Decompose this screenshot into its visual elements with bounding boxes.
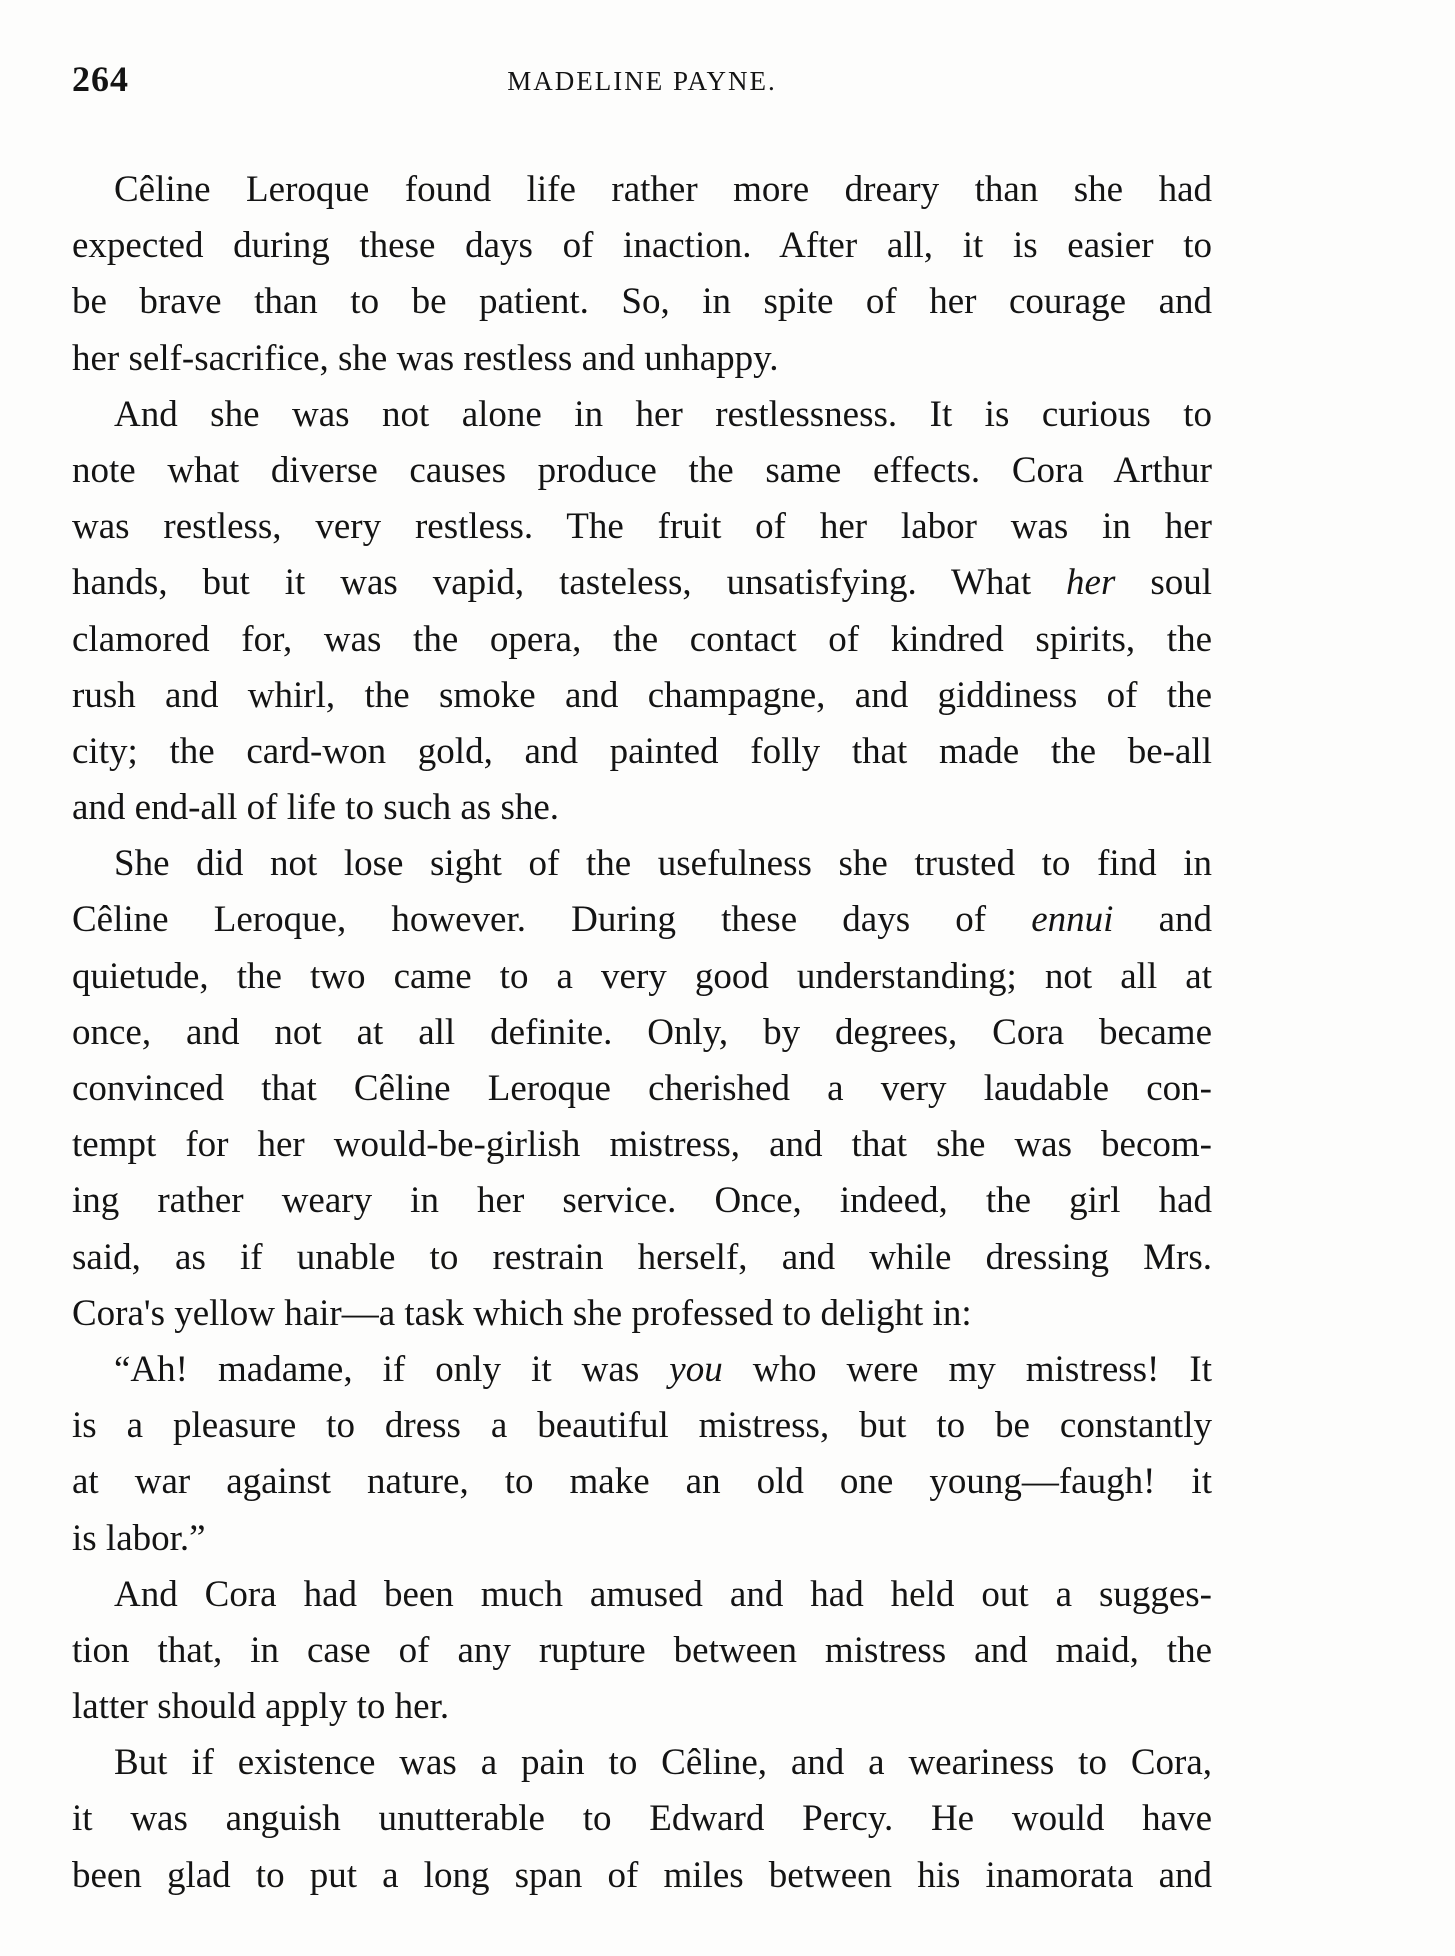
text-line: clamored for, was the opera, the contact of kindred spirits, the bbox=[72, 618, 1212, 660]
text-line: and end-all of life to such as she. bbox=[72, 787, 560, 829]
text-line: quietude, the two came to a very good understanding; not all at bbox=[72, 955, 1212, 997]
italic-word: her bbox=[1066, 562, 1116, 604]
text-line: Cêline Leroque found life rather more dreary than she had bbox=[114, 169, 1212, 210]
text-line: note what diverse causes produce the same effects. Cora Arthur bbox=[72, 449, 1212, 491]
text-line: expected during these days of inaction. After all, it is easier to bbox=[72, 225, 1212, 267]
paragraph bbox=[72, 1735, 1212, 1904]
paragraph bbox=[72, 1567, 1212, 1736]
text-line: But if existence was a pain to Cêline, and a weariness to Cora, bbox=[114, 1742, 1212, 1784]
page-number: 264 bbox=[72, 59, 129, 99]
text-line: at war against nature, to make an old one young—faugh! it bbox=[72, 1461, 1212, 1503]
text-line: She did not lose sight of the usefulness she trusted to find in bbox=[114, 843, 1212, 885]
text-line: is labor.” bbox=[72, 1517, 206, 1559]
italic-word: you bbox=[669, 1348, 723, 1390]
text-line: And she was not alone in her restlessness. It is curious to bbox=[114, 393, 1212, 435]
text-segment: soul bbox=[1150, 562, 1212, 604]
text-line: tempt for her would-be-girlish mistress, and that she was becom- bbox=[72, 1124, 1212, 1166]
text-line bbox=[72, 555, 1212, 611]
text-line: her self-sacrifice, she was restless and unhappy. bbox=[72, 337, 779, 379]
paragraph bbox=[72, 162, 1212, 387]
paragraph bbox=[72, 387, 1212, 837]
text-line bbox=[72, 892, 1212, 948]
text-segment: Cêline Leroque, however. During these days of bbox=[72, 899, 987, 941]
text-line: tion that, in case of any rupture between mistress and maid, the bbox=[72, 1629, 1212, 1671]
text-line: ing rather weary in her service. Once, indeed, the girl had bbox=[72, 1180, 1212, 1222]
text-line: convinced that Cêline Leroque cherished a very laudable con- bbox=[72, 1068, 1212, 1109]
paragraph bbox=[72, 836, 1212, 1342]
text-line: rush and whirl, the smoke and champagne, and giddiness of the bbox=[72, 674, 1212, 716]
text-line: it was anguish unutterable to Edward Percy. He would have bbox=[72, 1798, 1212, 1840]
text-line: latter should apply to her. bbox=[72, 1686, 450, 1728]
text-line: city; the card-won gold, and painted folly that made the be-all bbox=[72, 730, 1212, 772]
text-line: Cora's yellow hair—a task which she professed to delight in: bbox=[72, 1292, 972, 1334]
text-segment: hands, but it was vapid, tasteless, unsatisfying. What bbox=[72, 562, 1032, 604]
running-head: MADELINE PAYNE. bbox=[507, 66, 777, 96]
page-header bbox=[72, 58, 1212, 108]
text-line: was restless, very restless. The fruit of her labor was in her bbox=[72, 506, 1212, 548]
text-line: is a pleasure to dress a beautiful mistress, but to be constantly bbox=[72, 1405, 1212, 1447]
text-line: been glad to put a long span of miles between his inamorata and bbox=[72, 1854, 1212, 1896]
text-line: And Cora had been much amused and had held out a sugges- bbox=[114, 1573, 1212, 1615]
body-text bbox=[72, 162, 1212, 1904]
text-line: once, and not at all definite. Only, by degrees, Cora became bbox=[72, 1011, 1212, 1053]
paragraph bbox=[72, 1342, 1212, 1567]
text-line bbox=[72, 1342, 1212, 1398]
italic-word: ennui bbox=[1031, 899, 1114, 941]
text-segment: and bbox=[1158, 899, 1213, 941]
text-line: said, as if unable to restrain herself, and while dressing Mrs. bbox=[72, 1236, 1212, 1278]
text-segment: who were my mistress! It bbox=[752, 1348, 1213, 1390]
text-line: be brave than to be patient. So, in spite of her courage and bbox=[72, 281, 1212, 323]
text-segment: “Ah! madame, if only it was bbox=[114, 1348, 640, 1390]
